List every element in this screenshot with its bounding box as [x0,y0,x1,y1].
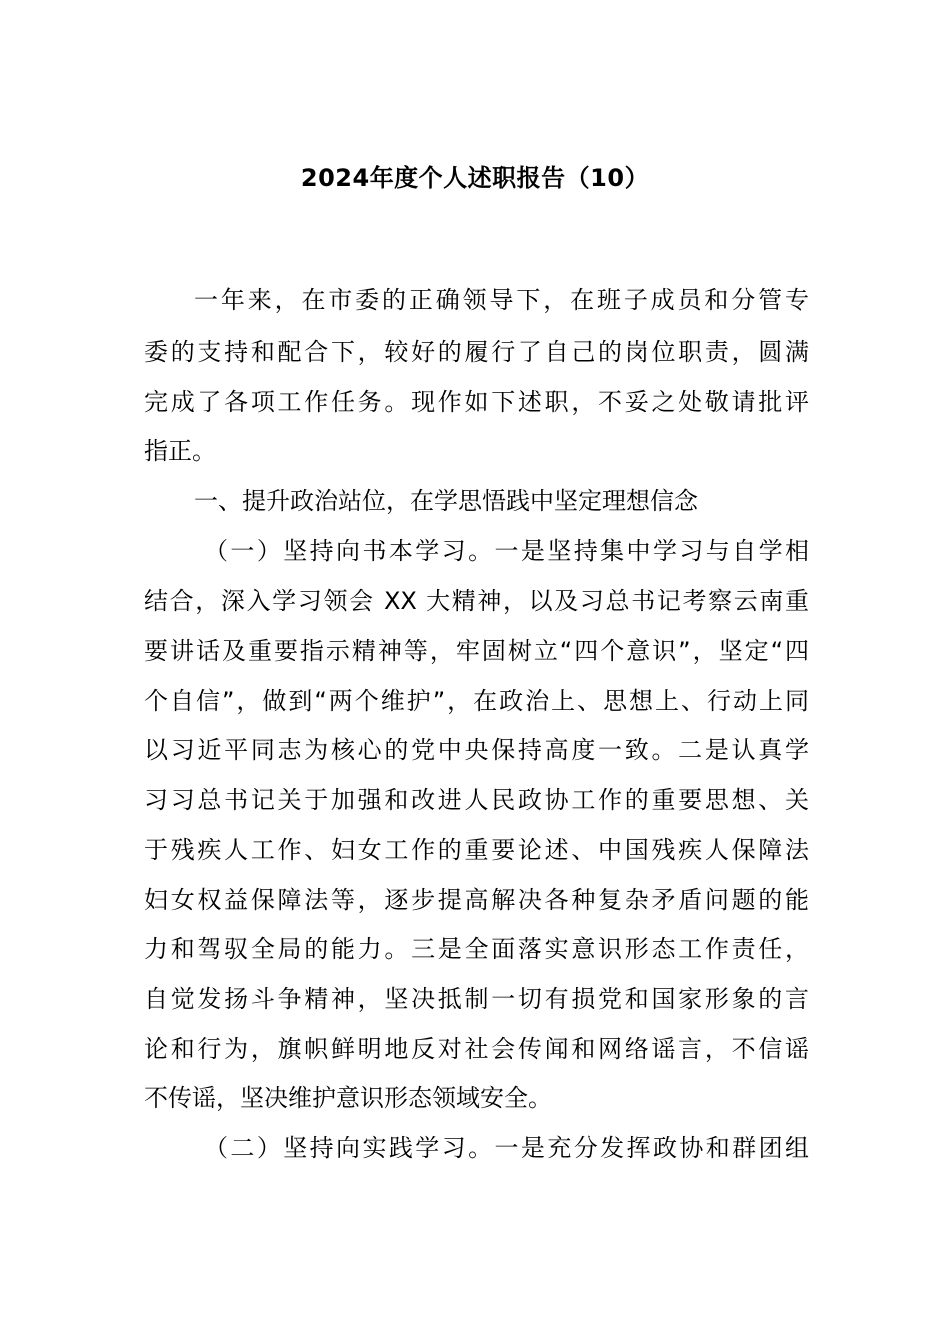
paragraph-line: 自觉发扬斗争精神，坚决抵制一切有损党和国家形象的言 [144,985,809,1013]
paragraph-line: 力和驾驭全局的能力。三是全面落实意识形态工作责任， [144,935,809,963]
paragraph-line: 于残疾人工作、妇女工作的重要论述、中国残疾人保障法 [144,836,809,864]
paragraph-line: 不传谣，坚决维护意识形态领域安全。 [144,1084,552,1112]
paragraph-line: 委的支持和配合下，较好的履行了自己的岗位职责，圆满 [144,338,809,366]
subsection-heading-line: （一）坚持向书本学习。一是坚持集中学习与自学相 [204,537,809,565]
paragraph-line: 习习总书记关于加强和改进人民政协工作的重要思想、关 [144,786,809,814]
section-heading: 一、提升政治站位，在学思悟践中坚定理想信念 [194,487,698,515]
document-title: 2024年度个人述职报告（10） [300,164,650,192]
paragraph-line: 要讲话及重要指示精神等，牢固树立“四个意识”，坚定“四 [144,637,809,665]
subsection-heading-line: （二）坚持向实践学习。一是充分发挥政协和群团组 [204,1134,809,1162]
paragraph-line: 妇女权益保障法等，逐步提高解决各种复杂矛盾问题的能 [144,886,809,914]
paragraph-line: 结合，深入学习领会 XX 大精神，以及习总书记考察云南重 [144,587,809,615]
paragraph-line: 个自信”，做到“两个维护”，在政治上、思想上、行动上同 [144,687,809,715]
paragraph-line: 完成了各项工作任务。现作如下述职，不妥之处敬请批评 [144,388,809,416]
paragraph-line: 论和行为，旗帜鲜明地反对社会传闻和网络谣言，不信谣 [144,1035,809,1063]
paragraph-line: 指正。 [144,437,216,465]
paragraph-line: 一年来，在市委的正确领导下，在班子成员和分管专 [194,286,809,314]
paragraph-line: 以习近平同志为核心的党中央保持高度一致。二是认真学 [144,736,809,764]
